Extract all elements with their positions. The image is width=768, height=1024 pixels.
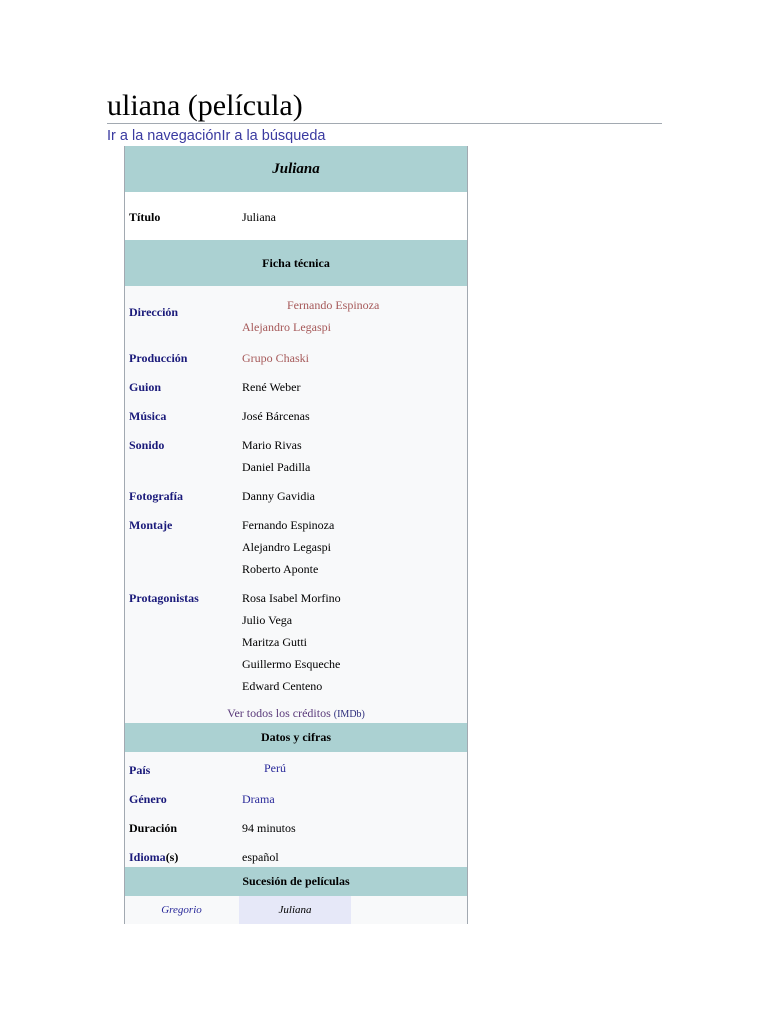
direccion-value-2[interactable]: Alejandro Legaspi [242, 320, 331, 334]
protagonistas-label[interactable]: Protagonistas [129, 591, 199, 605]
produccion-value[interactable]: Grupo Chaski [242, 351, 309, 365]
protagonista-1: Rosa Isabel Morfino [242, 591, 341, 605]
musica-label[interactable]: Música [129, 409, 167, 423]
titulo-label: Título [129, 210, 161, 224]
sonido-value-2: Daniel Padilla [242, 460, 311, 474]
fotografia-label[interactable]: Fotografía [129, 489, 183, 503]
jump-links [107, 127, 325, 145]
ficha-tecnica-header: Ficha técnica [125, 240, 467, 286]
jump-to-navigation-link[interactable]: Ir a la navegación [107, 128, 222, 144]
protagonista-3: Maritza Gutti [242, 635, 307, 649]
produccion-label[interactable]: Producción [129, 351, 188, 365]
montaje-label[interactable]: Montaje [129, 518, 173, 532]
page-title: uliana (película) [107, 89, 303, 122]
musica-value: José Bárcenas [242, 409, 310, 423]
titulo-value: Juliana [242, 210, 276, 224]
imdb-link[interactable]: (IMDb) [333, 709, 365, 720]
all-credits [125, 706, 467, 721]
infobox-heading: Juliana [125, 146, 467, 192]
idioma-label-suffix: (s) [165, 850, 179, 864]
idioma-value: español [242, 850, 279, 864]
direccion-label[interactable]: Dirección [129, 305, 179, 319]
genero-label[interactable]: Género [129, 792, 167, 806]
direccion-value-1[interactable]: Fernando Espinoza [287, 298, 380, 312]
all-credits-link[interactable]: Ver todos los créditos [227, 706, 331, 720]
protagonista-4: Guillermo Esqueche [242, 657, 341, 671]
sonido-label[interactable]: Sonido [129, 438, 165, 452]
guion-label[interactable]: Guion [129, 380, 162, 394]
jump-to-search-link[interactable]: Ir a la búsqueda [221, 128, 326, 144]
sucesion-header: Sucesión de películas [125, 867, 467, 896]
protagonista-2: Julio Vega [242, 613, 293, 627]
duracion-label: Duración [129, 821, 177, 835]
montaje-value-3: Roberto Aponte [242, 562, 319, 576]
titulo-row [125, 192, 467, 240]
datos-y-cifras-header: Datos y cifras [125, 723, 467, 752]
idioma-label-link[interactable]: Idioma [129, 850, 166, 864]
genero-value[interactable]: Drama [242, 792, 275, 806]
guion-value: René Weber [242, 380, 301, 394]
film-infobox [124, 146, 468, 924]
protagonista-5: Edward Centeno [242, 679, 323, 693]
montaje-value-1: Fernando Espinoza [242, 518, 335, 532]
sonido-value-1: Mario Rivas [242, 438, 302, 452]
idioma-label [129, 850, 178, 865]
title-divider [107, 123, 662, 124]
sucesion-current: Juliana [239, 896, 351, 924]
duracion-value: 94 minutos [242, 821, 296, 835]
pais-value[interactable]: Perú [264, 761, 286, 775]
fotografia-value: Danny Gavidia [242, 489, 315, 503]
montaje-value-2: Alejandro Legaspi [242, 540, 331, 554]
sucesion-previous[interactable]: Gregorio [161, 904, 202, 916]
pais-label[interactable]: País [129, 763, 151, 777]
